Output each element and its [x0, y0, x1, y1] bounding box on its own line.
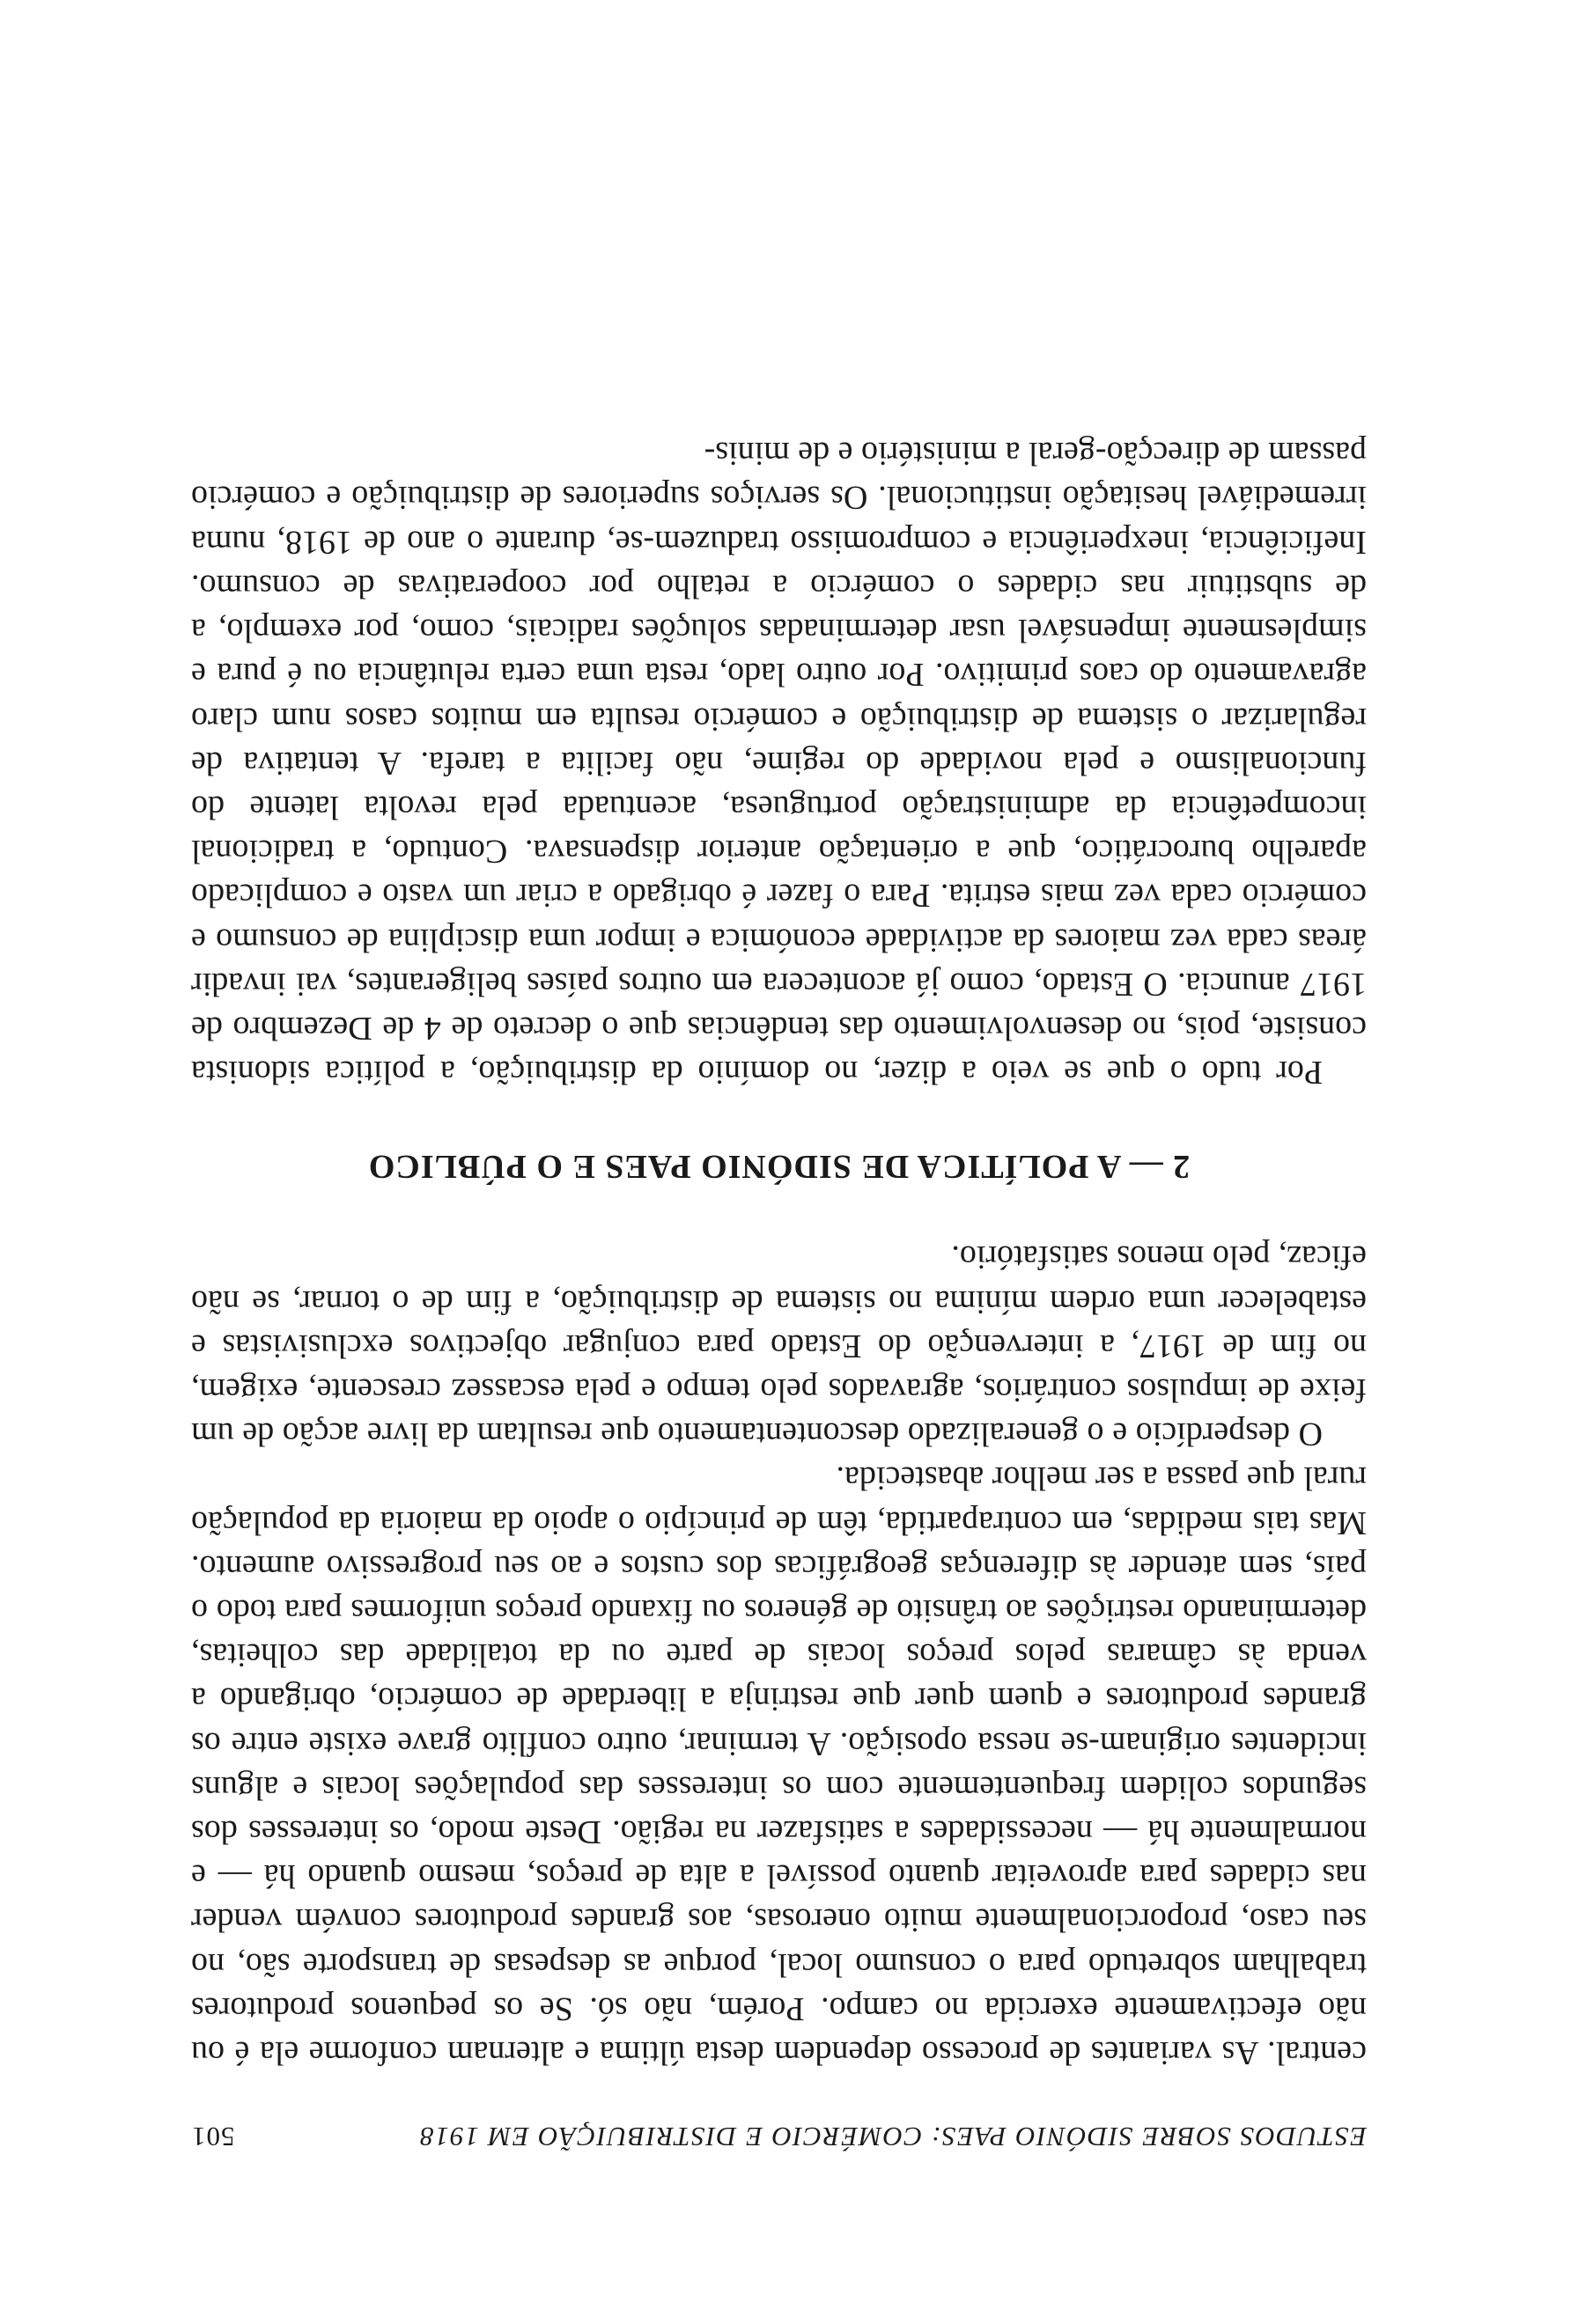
page-number: 501: [191, 2122, 235, 2152]
running-head: [191, 2121, 1367, 2152]
running-head-title: ESTUDOS SOBRE SIDÓNIO PAES: COMÉRCIO E DISTRIBUIÇÃO EM 1918: [418, 2122, 1367, 2152]
paragraph-continuation: central. As variantes de processo dependem desta última e alternam conforme ela é ou não efectivamente exercida no campo. Porém, não só. Se os pequenos produtores trabalham sobretudo para o consumo local, porque as despesas de transporte são, no seu caso, proporcionalmente muito onerosas, aos grandes produtores convém vender nas cidades para aproveitar quanto possível a alta de preços, mesmo quando há — e normalmente há — necessidades a satisfazer na região. Deste modo, os interesses dos segundos colidem frequentemente com os interesses das populações locais e alguns incidentes originam-se nessa oposição. A terminar, outro conflito grave existe entre os grandes produtores e quem quer que restrinja a liberdade de comércio, obrigando a venda às câmaras pelos preços locais de parte ou da totalidade das colheitas, determinando restrições ao trânsito de géneros ou fixando preços uniformes para todo o país, sem atender às diferenças geográficas dos custos e ao seu progressivo aumento. Mas tais medidas, em contrapartida, têm de princípio o apoio da maioria da população rural que passa a ser melhor abastecida.: [191, 1460, 1367, 2071]
paragraph-sidonist-policy: Por tudo o que se veio a dizer, no domínio da distribuição, a política sidonista consiste, pois, no desenvolvimento das tendências que o decreto de 4 de Dezembro de 1917 anuncia. O Estado, como já acontecera em outros países beligerantes, vai invadir áreas cada vez maiores da actividade económica e impor uma disciplina de consumo e comércio cada vez mais estrita. Para o fazer é obrigado a criar um vasto e complicado aparelho burocrático, que a orientação anterior dispensava. Contudo, a tradicional incompetência da administração portuguesa, acentuada pela revolta latente do funcionalismo e pela novidade do regime, não facilita a tarefa. A tentativa de regularizar o sistema de distribuição e comércio resulta em muitos casos num claro agravamento do caos primitivo. Por outro lado, resta uma certa relutância ou é pura e simplesmente impensável usar determinadas soluções radicais, como, por exemplo, a de substituir nas cidades o comércio a retalho por cooperativas de consumo. Ineficiência, inexperiência e compromisso traduzem-se, durante o ano de 1918, numa irremediável hesitação institucional. Os serviços superiores de distribuição e comércio passam de direcção-geral a ministério e de minis-: [191, 435, 1367, 1092]
paragraph-intervention: O desperdício e o generalizado descontentamento que resultam da livre acção de um feixe de impulsos contrários, agravados pelo tempo e pela escassez crescente, exigem, no fim de 1917, a intervenção do Estado para conjugar objectivos exclusivistas e estabelecer uma ordem mínima no sistema de distribuição, a fim de o tornar, se não eficaz, pelo menos satisfatório.: [191, 1239, 1367, 1453]
page-content: [191, 431, 1367, 2152]
section-title: 2 — A POLÍTICA DE SIDÓNIO PAES E O PÚBLICO: [367, 1148, 1191, 1186]
